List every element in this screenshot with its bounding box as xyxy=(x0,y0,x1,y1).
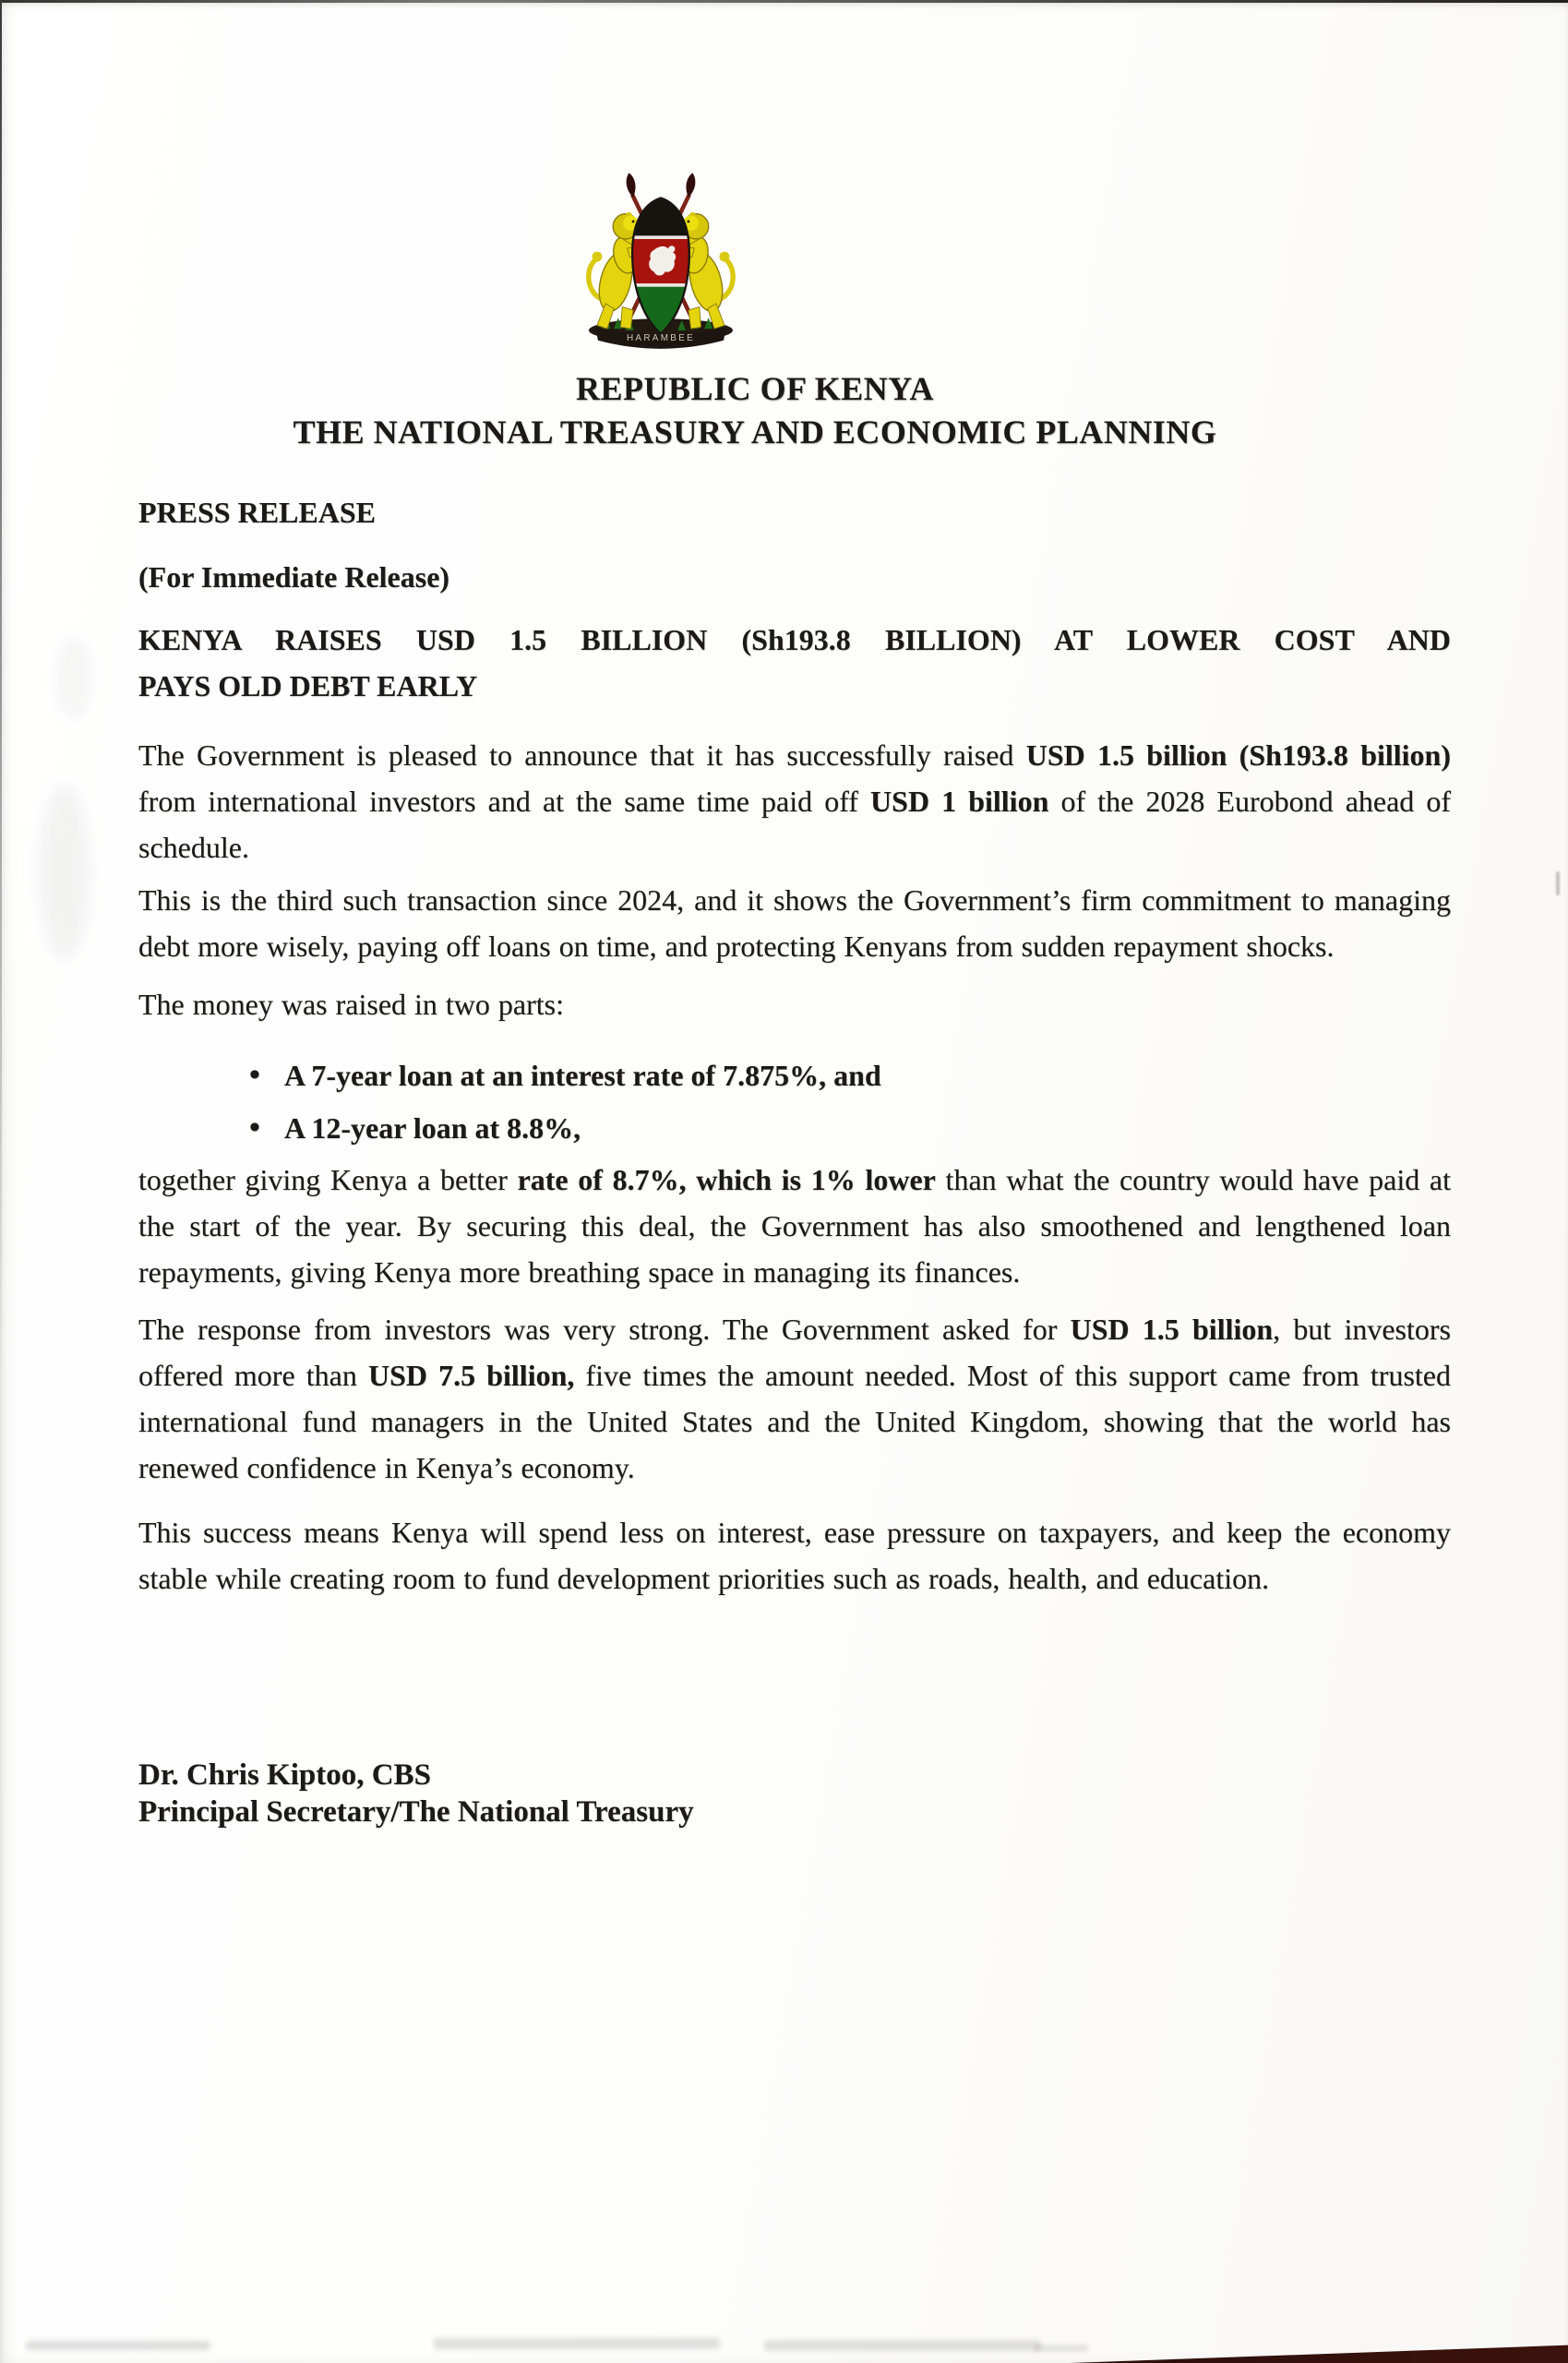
kenya-coat-of-arms-icon xyxy=(552,166,770,361)
bullet-list xyxy=(138,1052,1451,1151)
signature-block xyxy=(138,1757,1451,1830)
bullet-item: • A 7-year loan at an interest rate of 7.875%, and xyxy=(284,1052,1451,1098)
paragraph xyxy=(138,1306,1451,1491)
paragraph xyxy=(138,877,1451,969)
text: , but investors offered more than xyxy=(138,1313,1452,1392)
text: The money was raised in two parts: xyxy=(138,988,564,1021)
country-name: REPUBLIC OF KENYA xyxy=(576,370,934,407)
paragraph xyxy=(138,1509,1451,1601)
scan-smudge xyxy=(764,2340,1041,2351)
document-body xyxy=(138,732,1451,1601)
bold-text: USD 1.5 billion xyxy=(1070,1313,1274,1346)
signatory-name: Dr. Chris Kiptoo, CBS xyxy=(138,1758,431,1792)
headline-line: PAYS OLD DEBT EARLY xyxy=(138,669,478,702)
bold-text: USD 1 billion xyxy=(870,785,1049,818)
scan-smudge xyxy=(55,637,92,720)
text: This is the third such transaction since 2024, and it shows the Government’s firm commitment to managing debt more wisely, paying off loans on time, and protecting Kenyans from sudden repayment shocks. xyxy=(138,883,1451,963)
text: of the 2028 Eurobond ahead of schedule. xyxy=(138,785,1452,864)
scan-smudge xyxy=(1034,2345,1089,2352)
text: together giving Kenya a better xyxy=(138,1163,518,1196)
photo-edge-top xyxy=(0,0,1568,3)
photo-edge-left xyxy=(0,0,2,1385)
bullet-item: • A 12-year loan at 8.8%, xyxy=(284,1105,1451,1151)
scan-smudge xyxy=(1556,871,1560,895)
shield-icon xyxy=(632,198,689,335)
text: than what the country would have paid at the start of the year. By securing this deal, the Government has also smoothened and lengthened loan repayments, giving Kenya more breathing space in managing its finances. xyxy=(138,1163,1452,1289)
signatory-title: Principal Secretary/The National Treasury xyxy=(138,1795,694,1829)
paragraph xyxy=(138,1157,1451,1295)
photo-corner-shadow xyxy=(1070,2343,1568,2363)
masthead xyxy=(0,367,1510,454)
bold-text: USD 7.5 billion, xyxy=(367,1359,575,1392)
document-content xyxy=(138,489,1451,1830)
scan-smudge xyxy=(39,785,90,960)
crest-motto-text: HARAMBEE xyxy=(626,332,696,343)
ministry-name: THE NATIONAL TREASURY AND ECONOMIC PLANNING xyxy=(293,414,1217,450)
text: from international investors and at the same time paid off xyxy=(138,785,871,818)
text: five times the amount needed. Most of this support came from trusted international fund managers in the United States and the United Kingdom, showing that the world has renewed confidence in Kenya’s economy. xyxy=(138,1359,1452,1484)
text: This success means Kenya will spend less on interest, ease pressure on taxpayers, and keep the economy stable while creating room to fund development priorities such as roads, health, and education. xyxy=(138,1516,1451,1595)
bold-text: rate of 8.7%, which is 1% lower xyxy=(517,1163,936,1196)
headline xyxy=(138,617,1451,709)
scan-smudge xyxy=(434,2338,720,2349)
paragraph xyxy=(138,981,1451,1027)
text: The response from investors was very strong. The Government asked for xyxy=(138,1313,1071,1346)
paragraph xyxy=(138,732,1451,870)
press-release-label: PRESS RELEASE xyxy=(138,496,376,529)
bold-text: USD 1.5 billion (Sh193.8 billion) xyxy=(1025,738,1452,772)
scan-smudge xyxy=(26,2341,210,2350)
release-timing-label: (For Immediate Release) xyxy=(138,560,450,594)
text: The Government is pleased to announce that it has successfully raised xyxy=(138,738,1026,772)
headline-line: KENYA RAISES USD 1.5 BILLION (Sh193.8 BILLION) AT LOWER COST AND xyxy=(138,623,1451,656)
